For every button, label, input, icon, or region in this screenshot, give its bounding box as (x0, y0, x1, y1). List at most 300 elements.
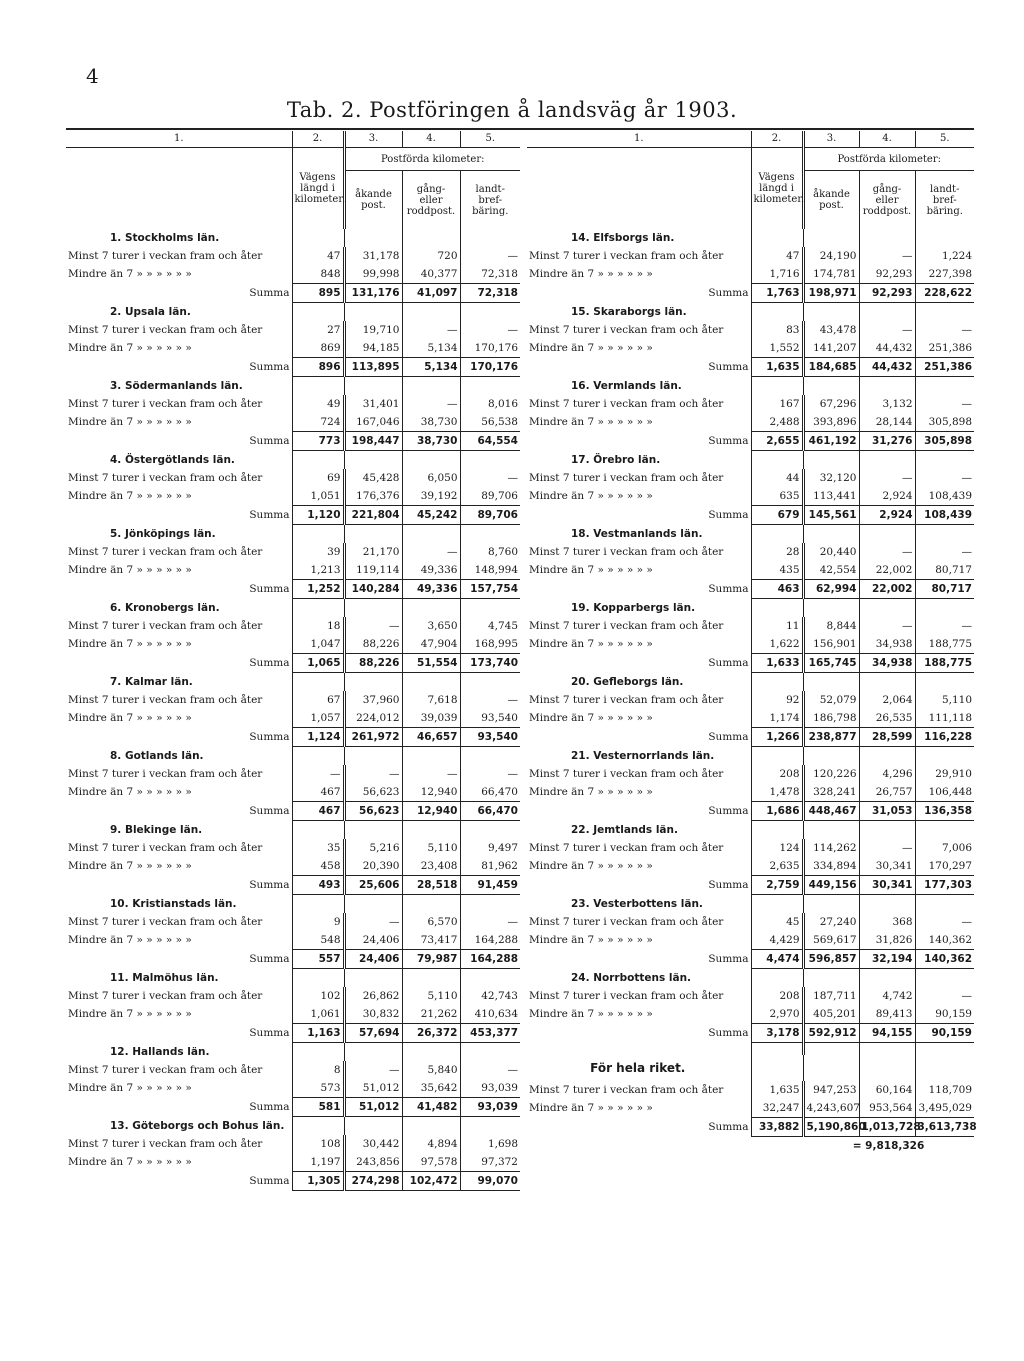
vagens-langd-value: 69 (292, 469, 344, 487)
akande-post-value: 238,877 (803, 728, 859, 747)
landtbrefbaring-value: 251,386 (915, 339, 974, 358)
table-row-minst (527, 987, 974, 1005)
table-row-mindre (527, 487, 974, 506)
landtbrefbaring-value: — (460, 469, 520, 487)
gang-roddpost-value: 5,110 (402, 839, 460, 857)
empty-cell (344, 1117, 402, 1136)
county-name: 9. Blekinge län. (110, 823, 203, 836)
akande-post-value: 176,376 (344, 487, 402, 506)
row-label-summa: Summa (249, 805, 290, 817)
vagens-langd-value: 635 (751, 487, 803, 506)
col-num-1: 1. (66, 131, 292, 148)
vagens-langd-value: 47 (292, 247, 344, 265)
landtbrefbaring-value: 148,994 (460, 561, 520, 580)
landtbrefbaring-value: 97,372 (460, 1153, 520, 1172)
empty-cell (292, 673, 344, 692)
gang-roddpost-value: 28,599 (859, 728, 915, 747)
row-label-minst: Minst 7 turer i veckan fram och åter (68, 546, 263, 558)
row-label-summa: Summa (249, 731, 290, 743)
empty-cell (803, 895, 859, 914)
row-label-minst: Minst 7 turer i veckan fram och åter (68, 694, 263, 706)
empty-cell (751, 229, 803, 247)
landtbrefbaring-value: 9,497 (460, 839, 520, 857)
top-rule (66, 128, 974, 130)
vagens-langd-value: 1,635 (751, 358, 803, 377)
empty-cell (402, 747, 460, 766)
empty-cell (402, 895, 460, 914)
vagens-langd-value: 124 (751, 839, 803, 857)
empty-cell (460, 229, 520, 247)
county-name: 8. Gotlands län. (110, 749, 204, 762)
gang-roddpost-value: 4,742 (859, 987, 915, 1005)
vagens-langd-value: 3,178 (751, 1024, 803, 1043)
akande-post-value: 5,216 (344, 839, 402, 857)
col-num-3: 3. (344, 131, 402, 148)
landtbrefbaring-value: 177,303 (915, 876, 974, 895)
county-heading-row (66, 969, 520, 988)
gang-roddpost-value: 38,730 (402, 432, 460, 451)
akande-post-value: 88,226 (344, 654, 402, 673)
empty-cell (803, 969, 859, 988)
empty-cell (859, 673, 915, 692)
empty-cell (751, 673, 803, 692)
vagens-langd-value: 18 (292, 617, 344, 635)
table-row-minst (66, 1061, 520, 1079)
akande-post-value: 186,798 (803, 709, 859, 728)
table-row-mindre (527, 635, 974, 654)
left-table-panel (66, 131, 520, 1191)
vagens-langd-value: 2,970 (751, 1005, 803, 1024)
gang-roddpost-value: 38,730 (402, 413, 460, 432)
empty-cell (460, 821, 520, 840)
empty-cell (460, 303, 520, 322)
akande-post-value: 20,390 (344, 857, 402, 876)
table-row-summa (66, 1098, 520, 1117)
row-label-mindre: Mindre än 7 » » » » » » (68, 490, 192, 503)
akande-post-value: 45,428 (344, 469, 402, 487)
vagens-langd-value: 4,429 (751, 931, 803, 950)
right-body (527, 229, 977, 1155)
akande-post-value: 449,156 (803, 876, 859, 895)
table-row-summa (66, 802, 520, 821)
landtbrefbaring-value: 90,159 (915, 1024, 974, 1043)
empty-cell (803, 229, 859, 247)
vagens-langd-value: 1,478 (751, 783, 803, 802)
gang-roddpost-value: — (402, 321, 460, 339)
table-row-summa (527, 580, 974, 599)
empty-cell (344, 525, 402, 544)
empty-cell (292, 229, 344, 247)
row-label-mindre: Mindre än 7 » » » » » » (529, 638, 653, 651)
akande-post-value: 25,606 (344, 876, 402, 895)
empty-cell (751, 1137, 803, 1156)
akande-post-value: 51,012 (344, 1079, 402, 1098)
gang-roddpost-value: 3,132 (859, 395, 915, 413)
gang-roddpost-value: 40,377 (402, 265, 460, 284)
akande-post-value: 21,170 (344, 543, 402, 561)
table-row-minst (527, 765, 974, 783)
row-label-summa: Summa (249, 287, 290, 299)
akande-post-value: 131,176 (344, 284, 402, 303)
row-label-summa: Summa (708, 1027, 749, 1039)
row-label-summa: Summa (708, 657, 749, 669)
row-label-minst: Minst 7 turer i veckan fram och åter (529, 620, 724, 632)
landtbrefbaring-value: 80,717 (915, 561, 974, 580)
county-heading-row (527, 673, 974, 692)
akande-post-value: 31,401 (344, 395, 402, 413)
row-label-mindre: Mindre än 7 » » » » » » (68, 342, 192, 355)
table-row-mindre (66, 709, 520, 728)
landtbrefbaring-value: 93,540 (460, 709, 520, 728)
table-row-summa (527, 654, 974, 673)
gang-roddpost-value: 46,657 (402, 728, 460, 747)
vagens-langd-value: 1,057 (292, 709, 344, 728)
header-landt: landt- bref- bäring. (460, 171, 520, 230)
row-label-mindre: Mindre än 7 » » » » » » (529, 490, 653, 503)
gang-roddpost-value: — (859, 839, 915, 857)
county-name: 21. Vesternorrlands län. (571, 749, 715, 762)
row-label-minst: Minst 7 turer i veckan fram och åter (529, 768, 724, 780)
header-gang: gång- eller roddpost. (859, 171, 915, 230)
empty-cell (859, 303, 915, 322)
landtbrefbaring-value: 3,495,029 (915, 1099, 974, 1118)
gang-roddpost-value: 31,276 (859, 432, 915, 451)
table-row-summa (527, 284, 974, 303)
empty-cell (527, 1137, 751, 1156)
empty-cell (344, 895, 402, 914)
row-label-mindre: Mindre än 7 » » » » » » (68, 1156, 192, 1169)
landtbrefbaring-value: 168,995 (460, 635, 520, 654)
gang-roddpost-value: 30,341 (859, 857, 915, 876)
akande-post-value: 37,960 (344, 691, 402, 709)
landtbrefbaring-value: — (460, 765, 520, 783)
empty-cell (460, 747, 520, 766)
empty-cell (402, 229, 460, 247)
table-row-minst (66, 691, 520, 709)
landtbrefbaring-value: 64,554 (460, 432, 520, 451)
akande-post-value: 393,896 (803, 413, 859, 432)
header-postforda: Postförda kilometer: (344, 148, 520, 171)
landtbrefbaring-value: — (915, 395, 974, 413)
landtbrefbaring-value: 72,318 (460, 265, 520, 284)
empty-cell (402, 451, 460, 470)
row-label-summa: Summa (249, 1101, 290, 1113)
akande-post-value: 947,253 (803, 1081, 859, 1099)
table-row-mindre (66, 413, 520, 432)
empty-cell (803, 303, 859, 322)
empty-cell (344, 1043, 402, 1062)
landtbrefbaring-value: 170,176 (460, 339, 520, 358)
county-heading-row (527, 303, 974, 322)
empty-cell (803, 599, 859, 618)
vagens-langd-value: 869 (292, 339, 344, 358)
landtbrefbaring-value: 4,745 (460, 617, 520, 635)
akande-post-value: 94,185 (344, 339, 402, 358)
landtbrefbaring-value: 93,540 (460, 728, 520, 747)
empty-cell (915, 969, 974, 988)
akande-post-value: 261,972 (344, 728, 402, 747)
akande-post-value: 448,467 (803, 802, 859, 821)
row-label-minst: Minst 7 turer i veckan fram och åter (68, 768, 263, 780)
table-row-summa (66, 950, 520, 969)
table-row-minst (527, 913, 974, 931)
county-heading-row (527, 377, 974, 396)
county-name: 15. Skaraborgs län. (571, 305, 687, 318)
column-numbers (66, 131, 520, 148)
gang-roddpost-value: 2,924 (859, 506, 915, 525)
row-label-summa: Summa (249, 583, 290, 595)
row-label-mindre: Mindre än 7 » » » » » » (529, 342, 653, 355)
empty-cell (803, 821, 859, 840)
vagens-langd-value: 67 (292, 691, 344, 709)
table-row-minst (66, 617, 520, 635)
vagens-langd-value: 44 (751, 469, 803, 487)
gang-roddpost-value: 60,164 (859, 1081, 915, 1099)
table-row-summa (66, 876, 520, 895)
header-blank (527, 148, 751, 230)
gang-roddpost-value: 720 (402, 247, 460, 265)
akande-post-value: — (344, 913, 402, 931)
landtbrefbaring-value: 136,358 (915, 802, 974, 821)
gang-roddpost-value: 26,535 (859, 709, 915, 728)
row-label-minst: Minst 7 turer i veckan fram och åter (529, 472, 724, 484)
table-row-mindre (527, 709, 974, 728)
table-row-minst (66, 987, 520, 1005)
gang-roddpost-value: — (402, 765, 460, 783)
akande-post-value: 51,012 (344, 1098, 402, 1117)
empty-cell (751, 377, 803, 396)
gang-roddpost-value: 34,938 (859, 654, 915, 673)
empty-cell (859, 229, 915, 247)
empty-cell (859, 599, 915, 618)
vagens-langd-value: 458 (292, 857, 344, 876)
akande-post-value: 30,442 (344, 1135, 402, 1153)
akande-post-value: 243,856 (344, 1153, 402, 1172)
landtbrefbaring-value: 173,740 (460, 654, 520, 673)
empty-cell (915, 525, 974, 544)
table-row-mindre (527, 339, 974, 358)
col-num-3: 3. (803, 131, 859, 148)
vagens-langd-value: 11 (751, 617, 803, 635)
table-row-summa (527, 728, 974, 747)
akande-post-value: 32,120 (803, 469, 859, 487)
row-label-summa: Summa (708, 953, 749, 965)
row-label-mindre: Mindre än 7 » » » » » » (529, 1008, 653, 1021)
empty-cell (402, 303, 460, 322)
gang-roddpost-value: 47,904 (402, 635, 460, 654)
row-label-mindre: Mindre än 7 » » » » » » (68, 268, 192, 281)
county-name: 13. Göteborgs och Bohus län. (110, 1119, 285, 1132)
table-row-minst (527, 395, 974, 413)
header-vagens: Vägens längd i kilometer. (292, 148, 344, 230)
empty-cell (751, 451, 803, 470)
landtbrefbaring-value: 8,016 (460, 395, 520, 413)
empty-cell (344, 229, 402, 247)
empty-cell (915, 821, 974, 840)
table-row-mindre (66, 561, 520, 580)
empty-cell (751, 1055, 803, 1081)
gang-roddpost-value: — (859, 543, 915, 561)
empty-cell (460, 969, 520, 988)
akande-post-value: 88,226 (344, 635, 402, 654)
county-name: 23. Vesterbottens län. (571, 897, 703, 910)
gang-roddpost-value: 5,110 (402, 987, 460, 1005)
gang-roddpost-value: 4,296 (859, 765, 915, 783)
row-label-summa: Summa (249, 361, 290, 373)
vagens-langd-value: 1,633 (751, 654, 803, 673)
table-row-minst (66, 321, 520, 339)
empty-cell (751, 599, 803, 618)
empty-cell (460, 1117, 520, 1136)
empty-cell (751, 895, 803, 914)
row-label-summa: Summa (249, 1027, 290, 1039)
akande-post-value: 221,804 (344, 506, 402, 525)
table-row-mindre (527, 265, 974, 284)
akande-post-value: 334,894 (803, 857, 859, 876)
row-label-mindre: Mindre än 7 » » » » » » (529, 564, 653, 577)
akande-post-value: — (344, 1061, 402, 1079)
vagens-langd-value: 1,552 (751, 339, 803, 358)
empty-cell (859, 1055, 915, 1081)
akande-post-value: 52,079 (803, 691, 859, 709)
vagens-langd-value: 2,655 (751, 432, 803, 451)
county-name: 19. Kopparbergs län. (571, 601, 696, 614)
empty-cell (859, 377, 915, 396)
row-label-minst: Minst 7 turer i veckan fram och åter (68, 324, 263, 336)
table-row-minst (66, 543, 520, 561)
empty-cell (292, 747, 344, 766)
county-heading-row (527, 747, 974, 766)
row-label-minst: Minst 7 turer i veckan fram och åter (68, 250, 263, 262)
akande-post-value: 114,262 (803, 839, 859, 857)
table-row-summa (66, 358, 520, 377)
row-label-summa: Summa (708, 435, 749, 447)
vagens-langd-value: 1,061 (292, 1005, 344, 1024)
landtbrefbaring-value: — (915, 617, 974, 635)
akande-post-value: 24,406 (344, 950, 402, 969)
table-row-mindre (66, 635, 520, 654)
vagens-langd-value: 8 (292, 1061, 344, 1079)
row-label-mindre: Mindre än 7 » » » » » » (68, 416, 192, 429)
vagens-langd-value: 463 (751, 580, 803, 599)
landtbrefbaring-value: — (915, 913, 974, 931)
empty-cell (803, 1043, 859, 1056)
table-row-mindre (66, 339, 520, 358)
landtbrefbaring-value: 164,288 (460, 950, 520, 969)
akande-post-value: 120,226 (803, 765, 859, 783)
table-row-mindre (66, 1005, 520, 1024)
page-number: 4 (86, 64, 99, 88)
empty-cell (292, 599, 344, 618)
empty-cell (460, 1043, 520, 1062)
county-heading-row (527, 895, 974, 914)
landtbrefbaring-value: 170,176 (460, 358, 520, 377)
landtbrefbaring-value: 305,898 (915, 413, 974, 432)
county-name: 11. Malmöhus län. (110, 971, 219, 984)
table-row-summa (527, 876, 974, 895)
gang-roddpost-value: 92,293 (859, 284, 915, 303)
left-body (66, 229, 520, 1191)
table-row-minst (66, 839, 520, 857)
landtbrefbaring-value: 453,377 (460, 1024, 520, 1043)
table-row-mindre (66, 1153, 520, 1172)
county-heading-row (66, 599, 520, 618)
row-label-minst: Minst 7 turer i veckan fram och åter (529, 916, 724, 928)
empty-cell (859, 1043, 915, 1056)
gang-roddpost-value: 368 (859, 913, 915, 931)
county-name: 12. Hallands län. (110, 1045, 210, 1058)
empty-cell (402, 525, 460, 544)
row-label-mindre: Mindre än 7 » » » » » » (68, 1082, 192, 1095)
vagens-langd-value: 1,252 (292, 580, 344, 599)
empty-cell (803, 525, 859, 544)
row-label-mindre: Mindre än 7 » » » » » » (68, 860, 192, 873)
gang-roddpost-value: 2,064 (859, 691, 915, 709)
empty-cell (460, 895, 520, 914)
county-name: 4. Östergötlands län. (110, 453, 235, 466)
vagens-langd-value: 896 (292, 358, 344, 377)
landtbrefbaring-value: 410,634 (460, 1005, 520, 1024)
gang-roddpost-value: 49,336 (402, 580, 460, 599)
vagens-langd-value: 83 (751, 321, 803, 339)
county-heading-row (66, 303, 520, 322)
vagens-langd-value: 773 (292, 432, 344, 451)
row-label-minst: Minst 7 turer i veckan fram och åter (68, 916, 263, 928)
county-heading-row (527, 525, 974, 544)
landtbrefbaring-value: 251,386 (915, 358, 974, 377)
table-row-mindre (527, 857, 974, 876)
vagens-langd-value: 1,065 (292, 654, 344, 673)
empty-cell (292, 821, 344, 840)
row-label-mindre: Mindre än 7 » » » » » » (68, 638, 192, 651)
akande-post-value: 56,623 (344, 802, 402, 821)
table-row-minst (66, 395, 520, 413)
gang-roddpost-value: 6,570 (402, 913, 460, 931)
landtbrefbaring-value: 89,706 (460, 506, 520, 525)
gang-roddpost-value: 51,554 (402, 654, 460, 673)
empty-cell (292, 1043, 344, 1062)
county-name: 18. Vestmanlands län. (571, 527, 703, 540)
table-row-mindre (527, 413, 974, 432)
empty-cell (915, 229, 974, 247)
empty-cell (344, 377, 402, 396)
table-row-summa (527, 802, 974, 821)
table-row-minst (527, 543, 974, 561)
landtbrefbaring-value: — (915, 469, 974, 487)
row-label-mindre: Mindre än 7 » » » » » » (529, 268, 653, 281)
col-num-5: 5. (915, 131, 974, 148)
gang-roddpost-value: 102,472 (402, 1172, 460, 1191)
akande-post-value: 43,478 (803, 321, 859, 339)
gang-roddpost-value: 41,482 (402, 1098, 460, 1117)
row-label-mindre: Mindre än 7 » » » » » » (529, 712, 653, 725)
table-row-minst (527, 321, 974, 339)
landtbrefbaring-value: 89,706 (460, 487, 520, 506)
empty-cell (859, 895, 915, 914)
landtbrefbaring-value: 111,118 (915, 709, 974, 728)
col-num-2: 2. (292, 131, 344, 148)
vagens-langd-value: 1,635 (751, 1081, 803, 1099)
landtbrefbaring-value: — (460, 321, 520, 339)
row-label-minst: Minst 7 turer i veckan fram och åter (68, 990, 263, 1002)
gang-roddpost-value: 34,938 (859, 635, 915, 654)
table-row-summa (527, 358, 974, 377)
col-num-5: 5. (460, 131, 520, 148)
row-label-minst: Minst 7 turer i veckan fram och åter (68, 842, 263, 854)
landtbrefbaring-value: 108,439 (915, 487, 974, 506)
table-row-minst (66, 913, 520, 931)
landtbrefbaring-value: 1,224 (915, 247, 974, 265)
